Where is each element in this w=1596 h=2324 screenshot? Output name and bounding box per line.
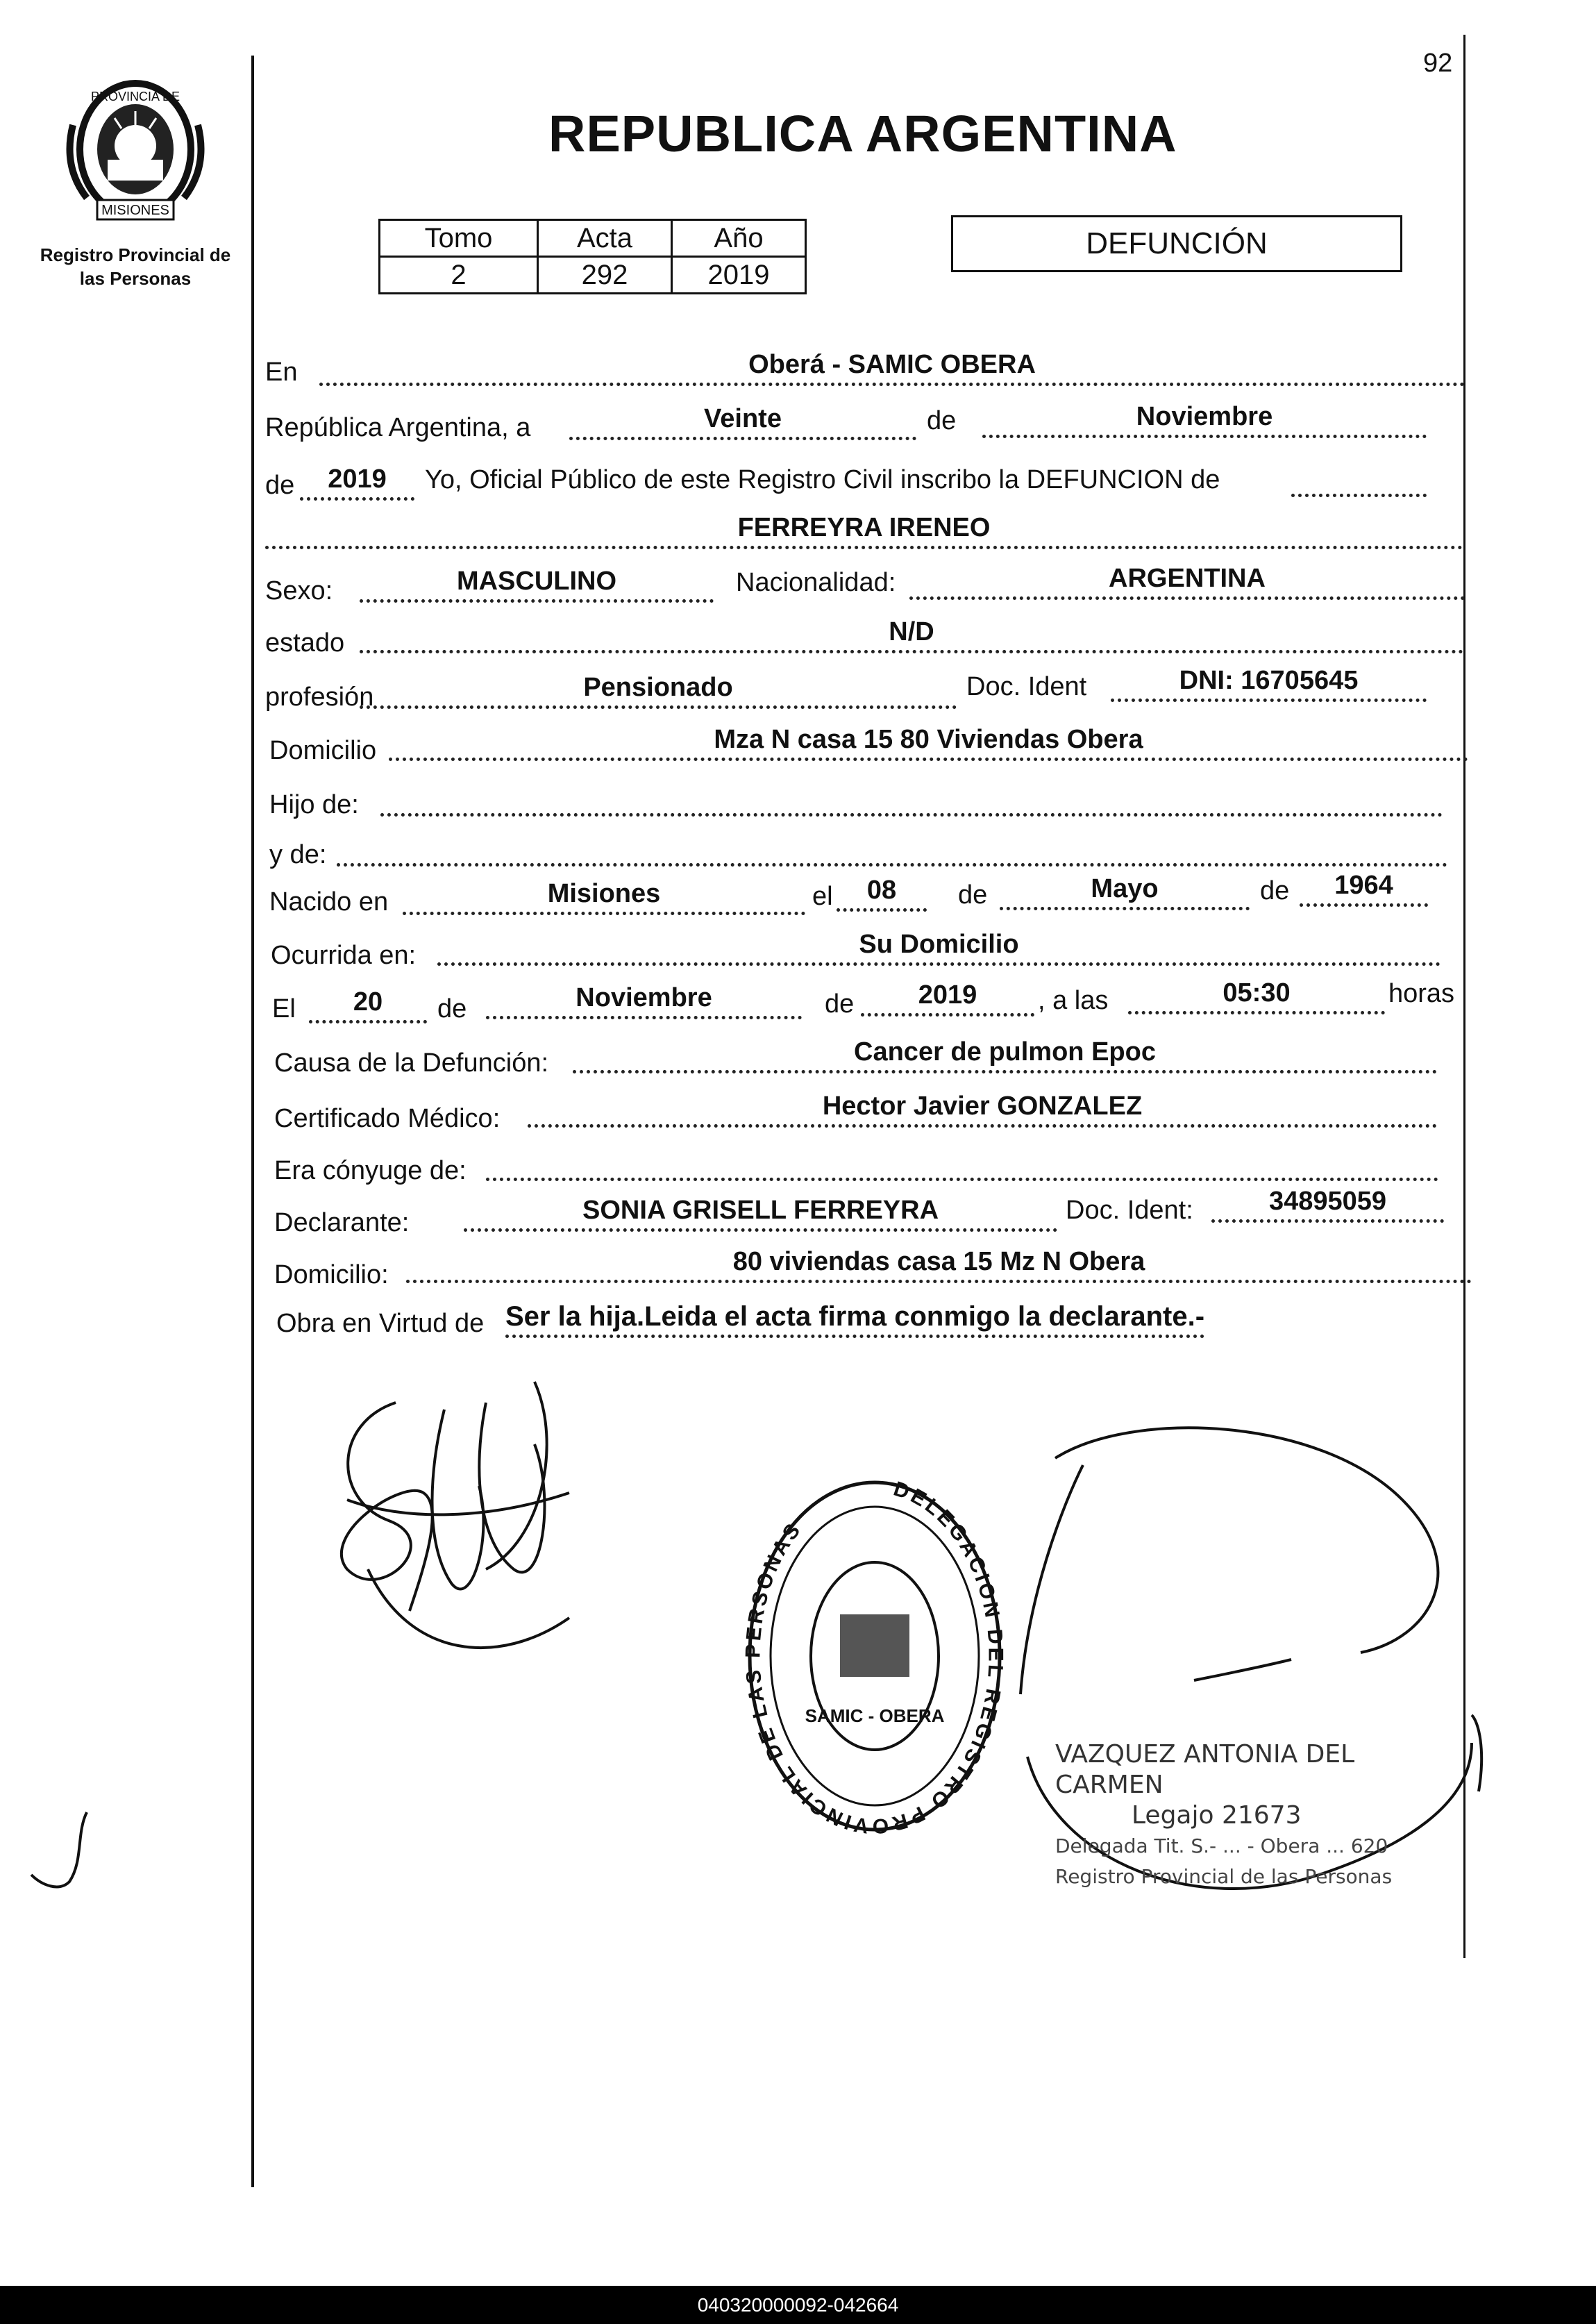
birth-month-field: Mayo — [1000, 871, 1250, 910]
emblem-text-top: PROVINCIA DE — [90, 90, 180, 103]
doc-label: Doc. Ident — [966, 672, 1087, 701]
sexo-field: MASCULINO — [360, 564, 714, 603]
declarante-label: Declarante: — [274, 1208, 410, 1237]
year-field: 2019 — [300, 462, 414, 501]
el-label: el — [812, 882, 833, 911]
org-line-2: las Personas — [79, 268, 192, 289]
death-day-field: 20 — [309, 985, 427, 1023]
conyuge-label: Era cónyuge de: — [274, 1156, 467, 1185]
republica-label: República Argentina, a — [265, 413, 531, 442]
stamp-center-text: SAMIC - OBERA — [805, 1705, 945, 1726]
estado-field: N/D — [360, 615, 1463, 653]
registrar-name: VAZQUEZ ANTONIA DEL CARMEN — [1055, 1740, 1355, 1799]
yde-field — [337, 828, 1447, 867]
conyuge-field — [486, 1142, 1438, 1181]
emblem-graphic — [56, 69, 215, 222]
registrar-position: Delegada Tit. S.- ... - Obera ... 620 — [1055, 1834, 1388, 1857]
estado-label: estado — [265, 628, 345, 658]
hijo-field — [380, 778, 1443, 817]
stamp-ring-text: DELEGACION DEL REGISTRO PROVINCIAL DE LAS PERSONAS — [741, 1477, 1007, 1838]
place-field: Oberá - SAMIC OBERA — [319, 347, 1465, 386]
declarant-signature — [305, 1361, 597, 1694]
de-label-2: de — [265, 471, 295, 500]
alas-label: , a las — [1038, 986, 1109, 1015]
domicilio-label: Domicilio — [269, 736, 377, 765]
acta-header: Acta — [538, 220, 672, 257]
death-time-field: 05:30 — [1128, 976, 1385, 1014]
nacionalidad-label: Nacionalidad: — [736, 568, 896, 597]
margin-mark — [21, 1805, 97, 1896]
obra-field: Ser la hija.Leida el acta firma conmigo la declarante.- — [505, 1298, 1204, 1338]
document-title: REPUBLICA ARGENTINA — [548, 105, 1177, 162]
ocurrida-field: Su Domicilio — [437, 927, 1440, 966]
causa-field: Cancer de pulmon Epoc — [573, 1035, 1437, 1073]
oficial-text: Yo, Oficial Público de este Registro Civil inscribo la DEFUNCION de — [425, 465, 1220, 494]
nacido-label: Nacido en — [269, 887, 389, 917]
obra-label: Obra en Virtud de — [276, 1309, 485, 1338]
stamp-emblem — [840, 1614, 909, 1677]
province-emblem — [56, 69, 215, 222]
nacionalidad-field: ARGENTINA — [909, 561, 1465, 600]
declarante-field: SONIA GRISELL FERREYRA — [464, 1193, 1057, 1232]
de-label-6: de — [825, 989, 855, 1019]
de-label-5: de — [437, 994, 467, 1023]
left-margin-rule — [251, 56, 254, 2187]
sexo-label: Sexo: — [265, 576, 333, 605]
death-month-field: Noviembre — [486, 980, 802, 1019]
organization-name — [28, 243, 243, 290]
registrar-office: Registro Provincial de las Personas — [1055, 1865, 1393, 1888]
tomo-value: 2 — [380, 257, 538, 294]
anio-value: 2019 — [672, 257, 806, 294]
nacido-field: Misiones — [403, 876, 805, 915]
emblem-text-bottom: MISIONES — [101, 203, 169, 218]
hijo-label: Hijo de: — [269, 790, 359, 819]
profesion-field: Pensionado — [360, 670, 957, 709]
causa-label: Causa de la Defunción: — [274, 1048, 549, 1078]
yde-label: y de: — [269, 840, 327, 869]
certificado-field: Hector Javier GONZALEZ — [528, 1089, 1437, 1128]
anio-header: Año — [672, 220, 806, 257]
de-label-4: de — [1260, 876, 1290, 905]
de-label-3: de — [958, 880, 988, 910]
profesion-label: profesión — [265, 683, 374, 712]
death-year-field: 2019 — [861, 978, 1034, 1017]
domicilio2-field: 80 viviendas casa 15 Mz N Obera — [406, 1244, 1472, 1283]
barcode-footer: 040320000092-042664 — [0, 2286, 1596, 2324]
doc-field: DNI: 16705645 — [1111, 663, 1427, 702]
horas-label: horas — [1388, 979, 1455, 1008]
ocurrida-label: Ocurrida en: — [271, 941, 417, 970]
doc2-field: 34895059 — [1211, 1184, 1444, 1223]
page-number: 92 — [1423, 49, 1453, 78]
tomo-header: Tomo — [380, 220, 538, 257]
oficial-trailing-field — [1291, 458, 1427, 497]
record-reference-table — [378, 219, 807, 294]
en-label: En — [265, 358, 298, 387]
record-type-box: DEFUNCIÓN — [951, 215, 1402, 272]
deceased-name-field: FERREYRA IRENEO — [265, 510, 1463, 549]
doc2-label: Doc. Ident: — [1066, 1196, 1193, 1225]
de-label-1: de — [927, 406, 957, 435]
domicilio2-label: Domicilio: — [274, 1260, 389, 1289]
birth-year-field: 1964 — [1300, 868, 1428, 907]
org-line-1: Registro Provincial de — [40, 244, 231, 265]
registrar-block — [1055, 1739, 1444, 1892]
registrar-legajo: Legajo 21673 — [1132, 1801, 1302, 1830]
el2-label: El — [272, 994, 296, 1023]
certificado-label: Certificado Médico: — [274, 1104, 501, 1133]
month-field: Noviembre — [982, 399, 1427, 438]
birth-day-field: 08 — [837, 873, 927, 912]
day-words-field: Veinte — [569, 401, 916, 440]
acta-value: 292 — [538, 257, 672, 294]
domicilio-field: Mza N casa 15 80 Viviendas Obera — [389, 722, 1468, 761]
